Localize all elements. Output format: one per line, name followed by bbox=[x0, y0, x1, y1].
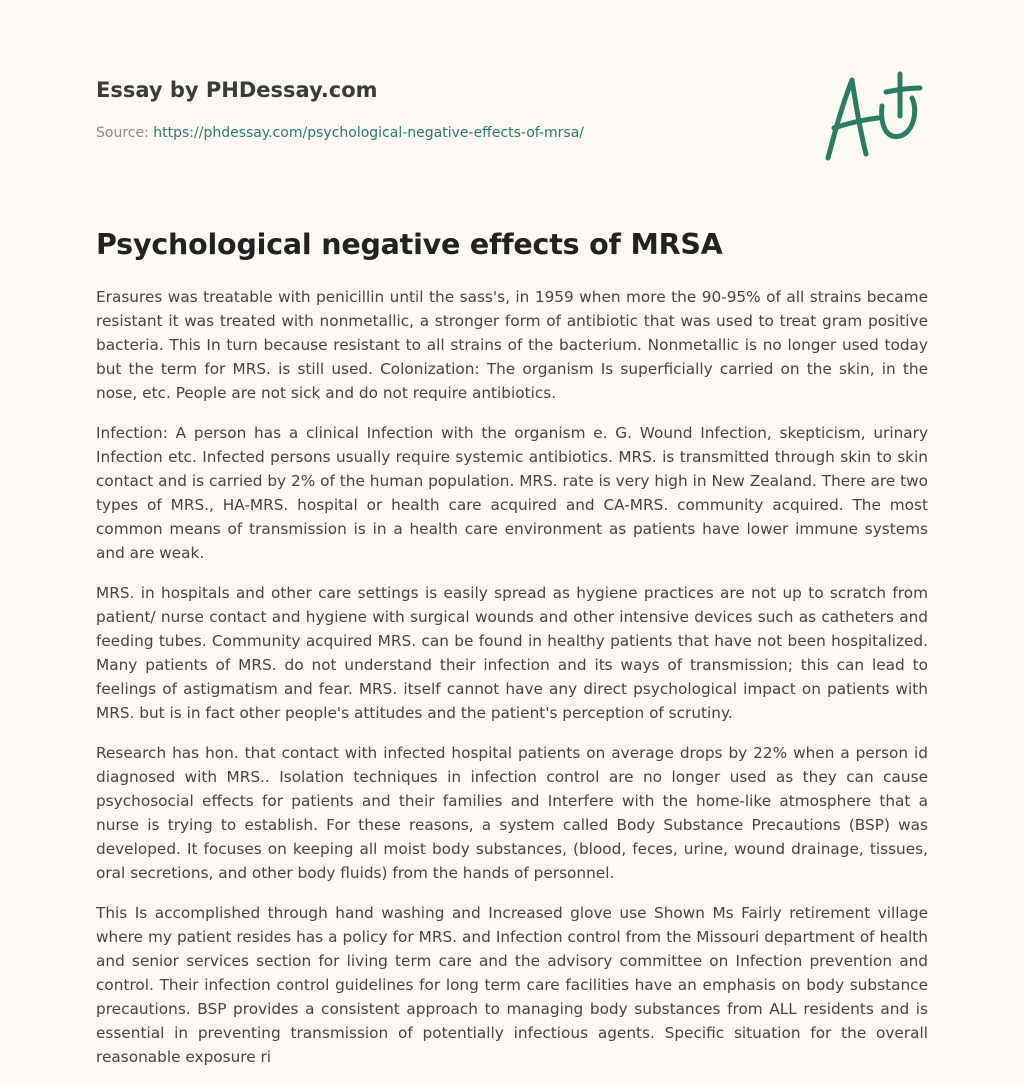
source-label: Source: bbox=[96, 125, 149, 141]
header bbox=[96, 76, 796, 143]
paragraph: MRS. in hospitals and other care settings is easily spread as hygiene practices are not up to scratch from patient/ nurse contact and hygiene with surgical wounds and other intensive devices such as catheters and feeding tubes. Community acquired MRS. can be found in healthy patients that have not been hospitalized. Many patients of MRS. do not understand their infection and its ways of transmission; this can lead to feelings of astigmatism and fear. MRS. itself cannot have any direct psychological impact on patients with MRS. but is in fact other people's attitudes and the patient's perception of scrutiny. bbox=[96, 584, 928, 722]
article-body bbox=[96, 285, 928, 1085]
source-link[interactable]: https://phdessay.com/psychological-negative-effects-of-mrsa/ bbox=[153, 125, 584, 141]
paragraph: Erasures was treatable with penicillin until the sass's, in 1959 when more the 90-95% of all strains became resistant it was treated with nonmetallic, a stronger form of antibiotic that was used to treat gram positive bacteria. This In turn because resistant to all strains of the bacterium. Nonmetallic is no longer used today but the term for MRS. is still used. Colonization: The organism Is superficially carried on the skin, in the nose, etc. People are not sick and do not require antibiotics. bbox=[96, 288, 928, 402]
paragraph: Infection: A person has a clinical Infection with the organism e. G. Wound Infection, skepticism, urinary Infection etc. Infected persons usually require systemic antibiotics. MRS. is transmitted through skin to skin contact and is carried by 2% of the human population. MRS. rate is very high in New Zealand. There are two types of MRS., HA-MRS. hospital or health care acquired and CA-MRS. community acquired. The most common means of transmission is in a health care environment as patients have lower immune systems and are weak. bbox=[96, 424, 928, 562]
site-brand: Essay by PHDessay.com bbox=[96, 78, 378, 102]
paragraph: Research has hon. that contact with infected hospital patients on average drops by 22% when a person id diagnosed with MRS.. Isolation techniques in infection control are no longer used as they can cause psychosocial effects for patients and their families and Interfere with the home-like atmosphere that a nurse is trying to establish. For these reasons, a system called Body Substance Precautions (BSP) was developed. It focuses on keeping all moist body substances, (blood, feces, urine, wound drainage, tissues, oral secretions, and other body fluids) from the hands of personnel. bbox=[96, 744, 928, 882]
paragraph: This Is accomplished through hand washing and Increased glove use Shown Ms Fairly retirement village where my patient resides has a policy for MRS. and Infection control from the Missouri department of health and senior services section for living term care and the advisory committee on Infection prevention and control. Their infection control guidelines for long term care facilities have an emphasis on body substance precautions. BSP provides a consistent approach to managing body substances from ALL residents and is essential in preventing transmission of potentially infectious agents. Specific situation for the overall reasonable exposure ri bbox=[96, 904, 928, 1066]
source-line bbox=[96, 123, 796, 143]
article-title: Psychological negative effects of MRSA bbox=[96, 228, 723, 261]
a-plus-logo-icon bbox=[820, 66, 930, 166]
